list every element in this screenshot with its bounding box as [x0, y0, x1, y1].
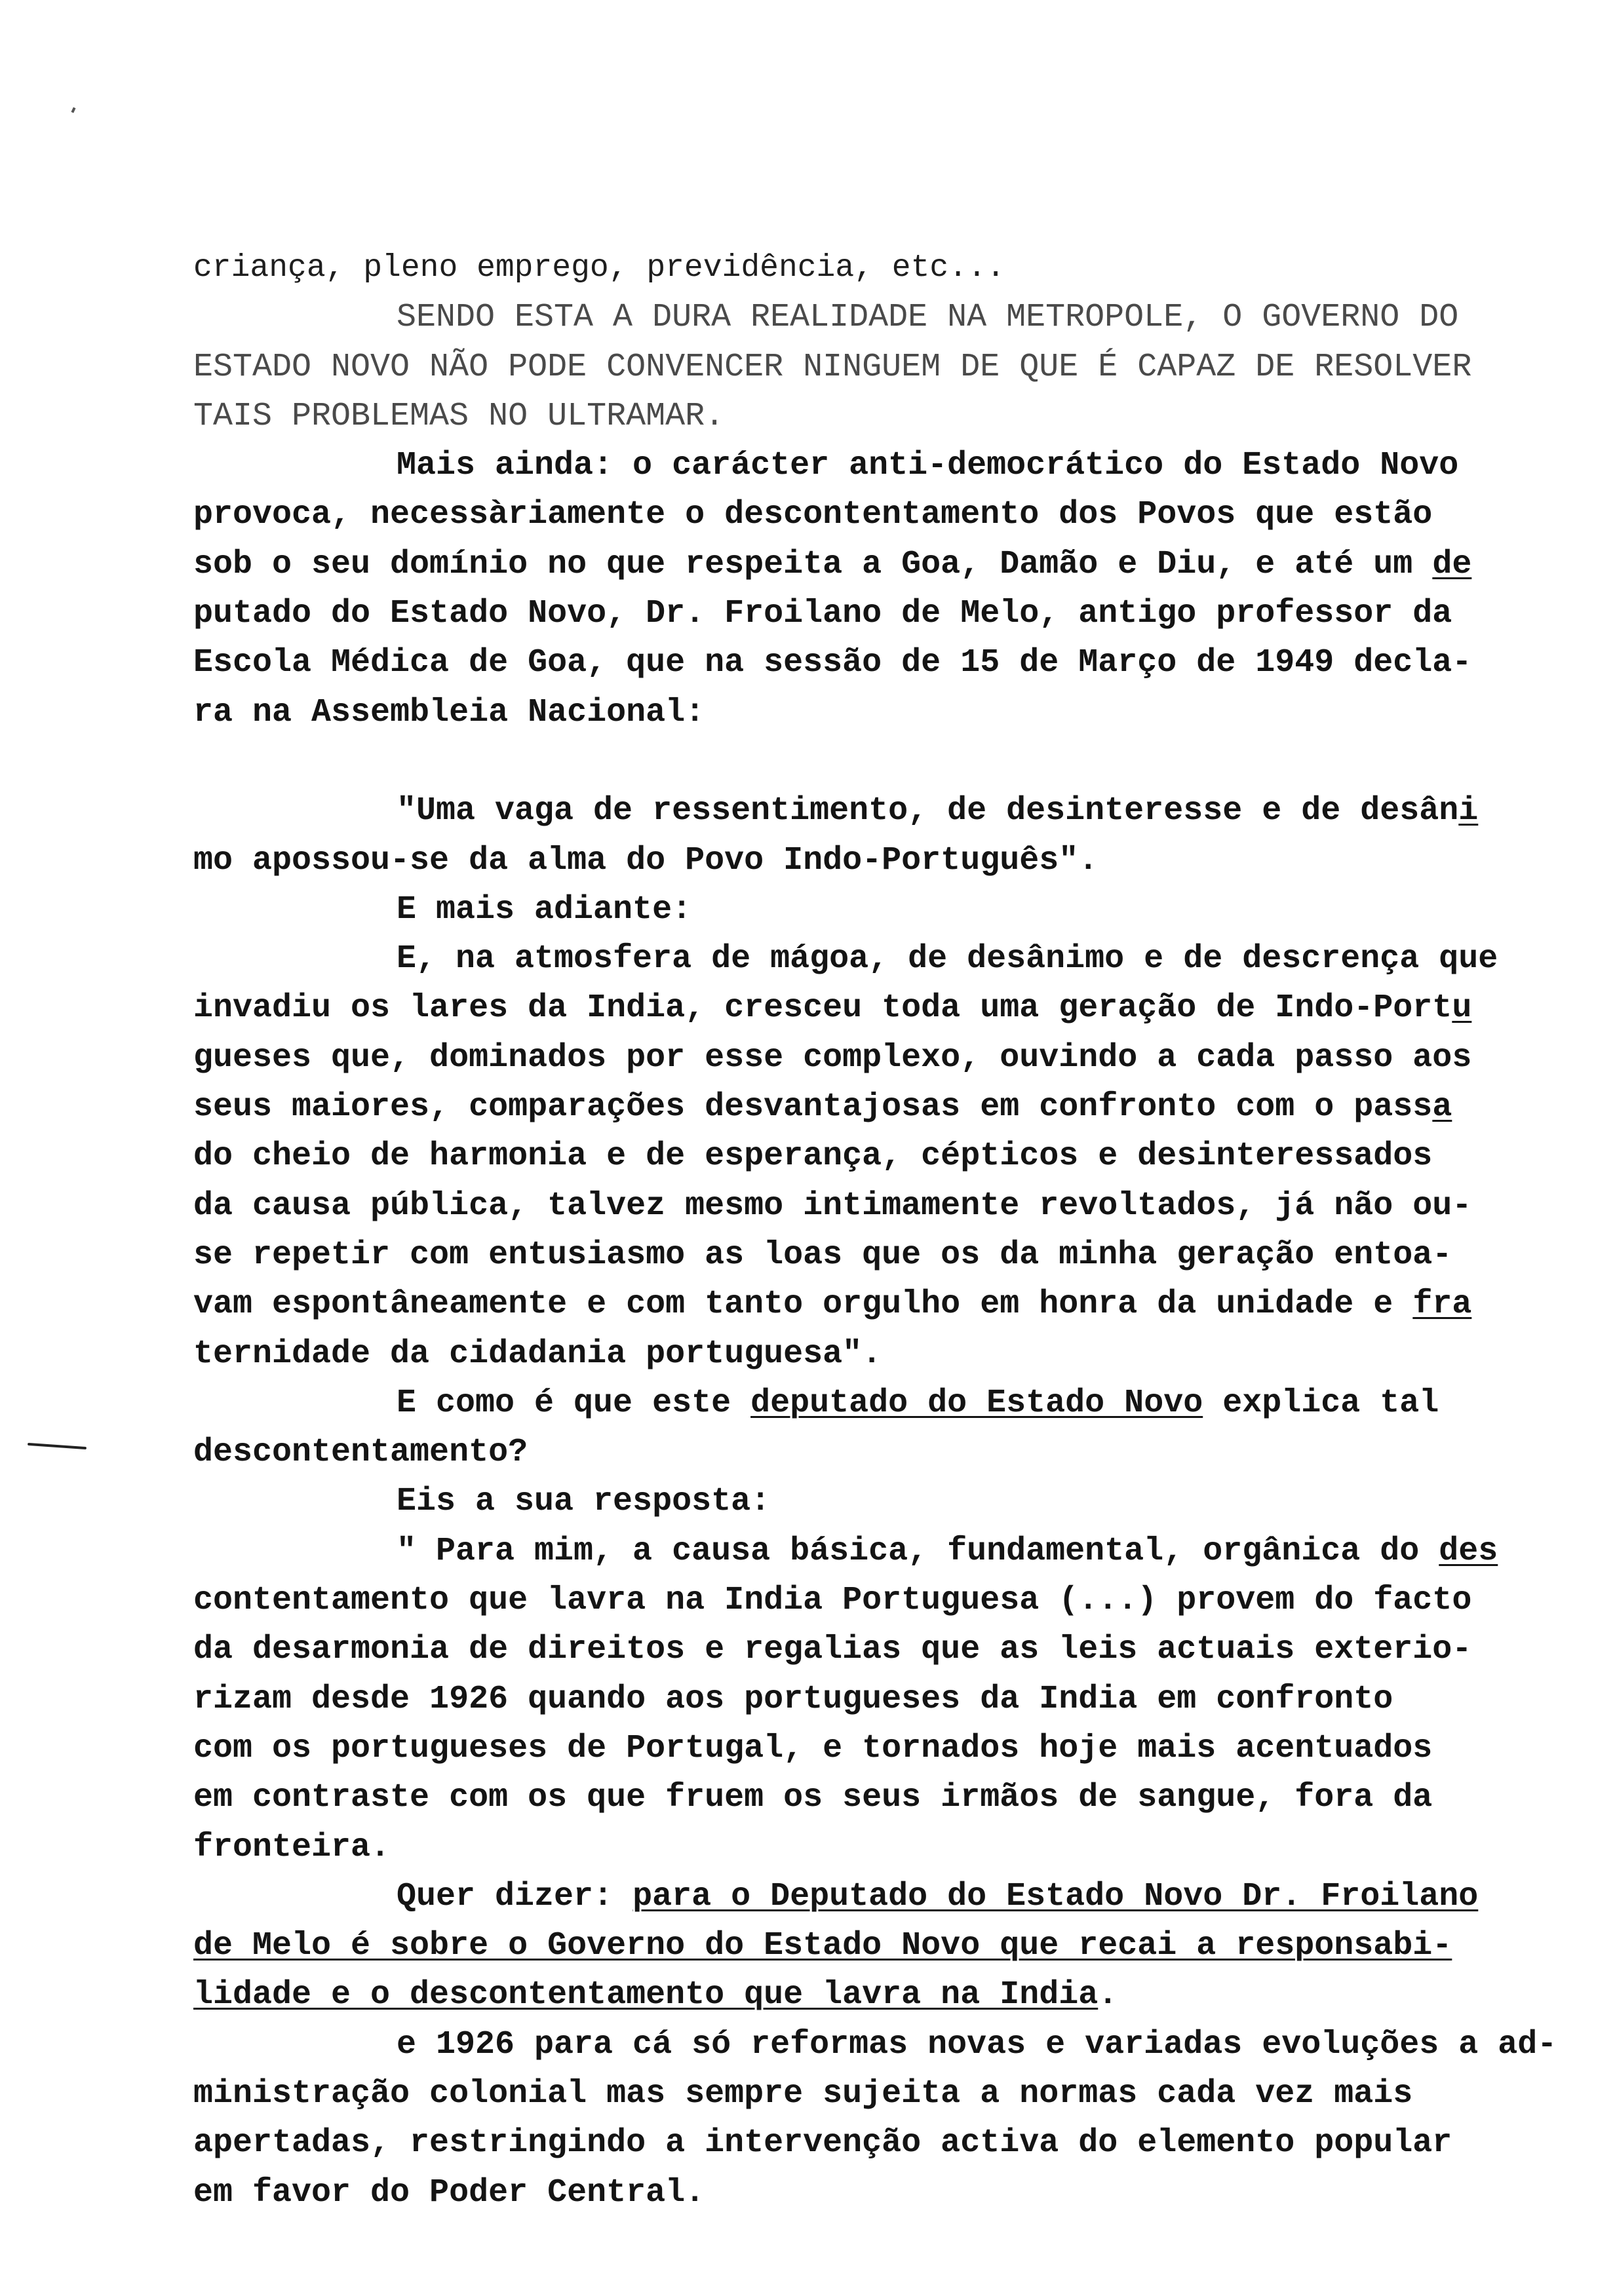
text-line: TAIS PROBLEMAS NO ULTRAMAR.: [193, 397, 725, 435]
text-segment: E como é que este: [397, 1384, 751, 1422]
underlined-text: de: [1432, 545, 1472, 583]
underlined-text: deputado do Estado Novo: [750, 1384, 1203, 1422]
quote-line: rizam desde 1926 quando aos portugueses da India em confronto: [193, 1680, 1393, 1718]
text-line: [193, 1379, 1557, 1428]
text-line: ministração colonial mas sempre sujeita a normas cada vez mais: [193, 2075, 1413, 2113]
text-segment: .: [1098, 1976, 1118, 2014]
text-line: ESTADO NOVO NÃO PODE CONVENCER NINGUEM DE QUE É CAPAZ DE RESOLVER: [193, 348, 1472, 386]
text-segment: explica tal: [1203, 1384, 1439, 1422]
text-line: Escola Médica de Goa, que na sessão de 15 de Março de 1949 decla-: [193, 644, 1472, 682]
stray-mark: [71, 107, 75, 113]
underlined-text: lidade e o descontentamento que lavra na India: [193, 1976, 1099, 2014]
text-line: Eis a sua resposta:: [397, 1483, 771, 1521]
quote-line: do cheio de harmonia e de esperança, cépticos e desinteressados: [193, 1138, 1433, 1176]
underlined-text: a: [1432, 1088, 1452, 1126]
quote-line: [193, 1082, 1557, 1132]
quote-line: fronteira.: [193, 1828, 391, 1866]
quote-line: ternidade da cidadania portuguesa".: [193, 1335, 882, 1373]
text-line: em favor do Poder Central.: [193, 2173, 705, 2211]
text-segment: " Para mim, a causa básica, fundamental, orgânica do: [397, 1532, 1439, 1570]
text-line: SENDO ESTA A DURA REALIDADE NA METROPOLE, O GOVERNO DO: [397, 299, 1459, 337]
underlined-text: u: [1452, 989, 1472, 1027]
quote-line: E, na atmosfera de mágoa, de desânimo e de descrença que: [397, 940, 1498, 978]
text-line: E mais adiante:: [397, 890, 692, 928]
text-line: ra na Assembleia Nacional:: [193, 693, 705, 731]
quote-line: [193, 1280, 1557, 1329]
quote-line: com os portugueses de Portugal, e tornados hoje mais acentuados: [193, 1729, 1433, 1767]
text-line: apertadas, restringindo a intervenção activa do elemento popular: [193, 2124, 1452, 2162]
margin-dash-mark: [28, 1443, 87, 1449]
quote-line: se repetir com entusiasmo as loas que os da minha geração entoa-: [193, 1236, 1452, 1274]
document-body: [193, 244, 1557, 2217]
text-line: [193, 1872, 1557, 1921]
quote-line: em contraste com os que fruem os seus irmãos de sangue, fora da: [193, 1779, 1433, 1817]
text-line: provoca, necessàriamente o descontentamento dos Povos que estão: [193, 496, 1433, 534]
underlined-text: para o Deputado do Estado Novo Dr. Froilano: [632, 1877, 1479, 1915]
text-line: [193, 1921, 1557, 1970]
quote-line: mo apossou-se da alma do Povo Indo-Português".: [193, 841, 1099, 879]
text-segment: "Uma vaga de ressentimento, de desinteresse e de desân: [397, 792, 1459, 830]
quote-line: contentamento que lavra na India Portuguesa (...) provem do facto: [193, 1582, 1472, 1620]
quote-line: da desarmonia de direitos e regalias que as leis actuais exterio-: [193, 1631, 1472, 1669]
quote-line: [193, 786, 1557, 835]
quote-line: da causa pública, talvez mesmo intimamente revoltados, já não ou-: [193, 1187, 1472, 1225]
text-line: Mais ainda: o carácter anti-democrático do Estado Novo: [397, 447, 1459, 485]
quote-line: [193, 1527, 1557, 1576]
text-line: e 1926 para cá só reformas novas e variadas evoluções a ad-: [397, 2025, 1557, 2063]
quote-line: [193, 984, 1557, 1033]
text-segment: vam espontâneamente e com tanto orgulho em honra da unidade e: [193, 1286, 1413, 1324]
text-line: descontentamento?: [193, 1434, 528, 1472]
text-line: [193, 540, 1557, 589]
quote-line: gueses que, dominados por esse complexo, ouvindo a cada passo aos: [193, 1039, 1472, 1077]
text-segment: Quer dizer:: [397, 1877, 633, 1915]
text-line: putado do Estado Novo, Dr. Froilano de Melo, antigo professor da: [193, 595, 1452, 633]
text-line: [193, 1970, 1557, 2019]
text-segment: sob o seu domínio no que respeita a Goa, Damão e Diu, e até um: [193, 545, 1433, 583]
underlined-text: des: [1439, 1532, 1498, 1570]
underlined-text: de Melo é sobre o Governo do Estado Novo que recai a responsabi-: [193, 1927, 1452, 1965]
text-line: criança, pleno emprego, previdência, etc...: [193, 250, 1005, 286]
text-segment: invadiu os lares da India, cresceu toda uma geração de Indo-Port: [193, 989, 1452, 1027]
blank-line: [193, 737, 1557, 786]
underlined-text: fra: [1412, 1286, 1472, 1324]
underlined-text: i: [1458, 792, 1479, 830]
text-segment: seus maiores, comparações desvantajosas em confronto com o pass: [193, 1088, 1433, 1126]
